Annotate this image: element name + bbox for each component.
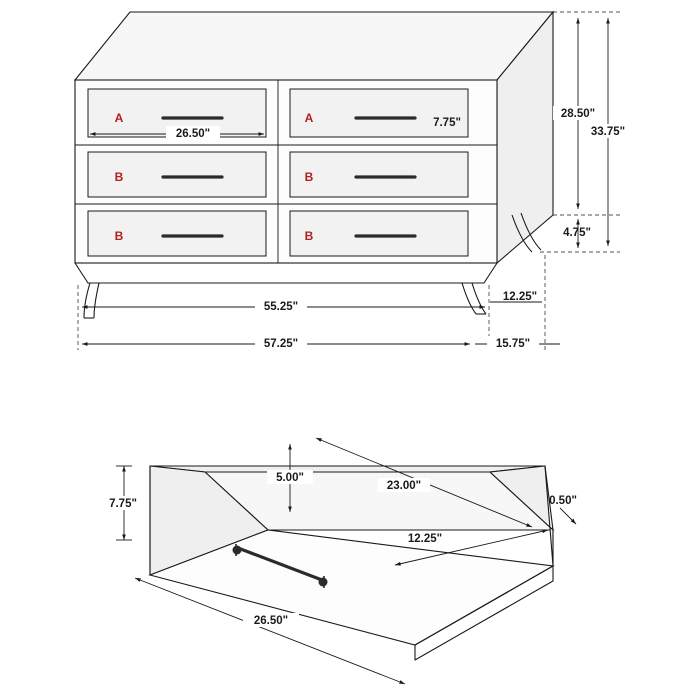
dim-label-0-50: 0.50" xyxy=(549,495,577,507)
drawer-letter-4: B xyxy=(304,170,314,184)
dim-label-23-00: 23.00" xyxy=(386,480,422,492)
dresser-bottom-rail xyxy=(75,263,497,283)
drawer-front-4[interactable] xyxy=(290,152,468,197)
dim-label-33-75: 33.75" xyxy=(590,126,626,138)
drawer-letter-2: A xyxy=(304,111,314,125)
dim-label-55-25: 55.25" xyxy=(263,301,299,313)
dim-label-5-00: 5.00" xyxy=(276,472,304,484)
dim-widths-bottom xyxy=(78,255,560,350)
drawer-front-2[interactable] xyxy=(290,89,468,137)
dim-label-57-25: 57.25" xyxy=(263,338,299,350)
dim-drawer-height-top-right xyxy=(433,117,461,129)
dim-label-26-50-front: 26.50" xyxy=(253,615,289,627)
dim-label-7-75-side: 7.75" xyxy=(109,498,137,510)
drawer-back-wall xyxy=(150,466,545,472)
drawer-letter-1: A xyxy=(114,111,124,125)
drawer-letter-3: B xyxy=(114,170,124,184)
dim-label-4-75: 4.75" xyxy=(563,227,591,239)
dim-label-12-25-depth: 12.25" xyxy=(502,291,538,303)
dim-label-7-75-drawer: 7.75" xyxy=(433,117,461,129)
drawer-letter-6: B xyxy=(304,229,314,243)
dresser-top-panel xyxy=(75,12,553,80)
dim-label-28-50: 28.50" xyxy=(560,108,596,120)
drawer-illustration xyxy=(100,438,577,684)
dim-label-26-50-top: 26.50" xyxy=(175,128,211,140)
dim-panel-thickness xyxy=(549,495,577,524)
dim-label-15-75: 15.75" xyxy=(495,338,531,350)
dim-label-12-25-interior: 12.25" xyxy=(407,533,443,545)
dresser-illustration xyxy=(75,12,633,350)
drawer-front-6[interactable] xyxy=(290,211,468,256)
dim-heights-right xyxy=(540,12,633,252)
drawer-letter-5: B xyxy=(114,229,124,243)
dim-drawer-side-height xyxy=(100,466,146,540)
